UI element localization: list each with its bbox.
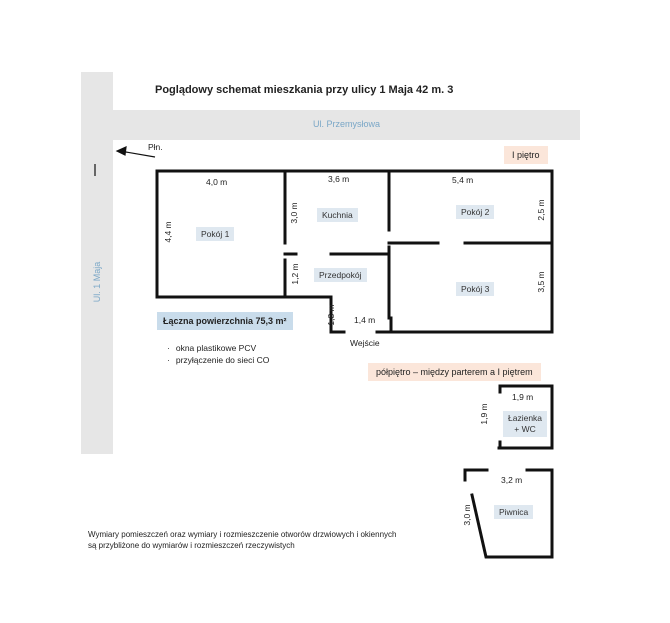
room-lazienka bbox=[503, 411, 547, 437]
room-lazienka-line2: + WC bbox=[514, 424, 536, 434]
street-przemyslowa-label: Ul. Przemysłowa bbox=[312, 119, 380, 129]
feature-item: · przyłączenie do sieci CO bbox=[167, 354, 269, 366]
north-label: Płn. bbox=[148, 142, 163, 152]
dim-entry-width: 1,4 m bbox=[354, 315, 376, 325]
room-przedpokoj: Przedpokój bbox=[314, 268, 367, 282]
wall-piwnica bbox=[465, 470, 487, 480]
page-title: Poglądowy schemat mieszkania przy ulicy 1 Maja 42 m. 3 bbox=[155, 84, 454, 96]
room-pokoj-1: Pokój 1 bbox=[196, 227, 234, 241]
dim-lazienka-height: 1,9 m bbox=[479, 403, 489, 425]
tag-mezzanine: półpiętro – między parterem a I piętrem bbox=[368, 363, 541, 381]
disclaimer-line-1: Wymiary pomieszczeń oraz wymiary i rozmieszczenie otworów drzwiowych i okiennych bbox=[88, 530, 397, 539]
wall-outer-main bbox=[157, 171, 552, 332]
total-area-badge: Łączna powierzchnia 75,3 m² bbox=[157, 312, 293, 330]
room-pokoj-2: Pokój 2 bbox=[456, 205, 494, 219]
entrance-label: Wejście bbox=[350, 338, 380, 348]
tag-first-floor: I piętro bbox=[504, 146, 548, 164]
dim-kuchnia-height: 3,0 m bbox=[289, 202, 299, 224]
disclaimer-line-2: są przybliżone do wymiarów i rozmieszczeń rzeczywistych bbox=[88, 541, 295, 550]
dim-pokoj1-width: 4,0 m bbox=[206, 177, 228, 187]
north-arrow-head bbox=[117, 147, 126, 155]
feature-item: · okna plastikowe PCV bbox=[167, 342, 269, 354]
dim-lazienka-width: 1,9 m bbox=[512, 392, 534, 402]
room-piwnica: Piwnica bbox=[494, 505, 533, 519]
dim-entry-height: 1,8 m bbox=[326, 304, 336, 326]
dim-pokoj2-width: 5,4 m bbox=[452, 175, 474, 185]
dim-piwnica-width: 3,2 m bbox=[501, 475, 523, 485]
features-list bbox=[167, 342, 269, 366]
dim-pokoj3-height: 3,5 m bbox=[536, 271, 546, 293]
room-lazienka-line1: Łazienka bbox=[508, 413, 543, 423]
dim-kuchnia-width: 3,6 m bbox=[328, 174, 350, 184]
room-kuchnia: Kuchnia bbox=[317, 208, 358, 222]
dim-przedpokoj-height: 1,2 m bbox=[290, 263, 300, 285]
dim-piwnica-height: 3,0 m bbox=[462, 504, 472, 526]
dim-pokoj1-height: 4,4 m bbox=[163, 221, 173, 243]
disclaimer-note bbox=[88, 529, 458, 551]
room-pokoj-3: Pokój 3 bbox=[456, 282, 494, 296]
street-1-maja-label: Ul. 1 Maja bbox=[92, 261, 102, 303]
dim-pokoj2-height: 2,5 m bbox=[536, 199, 546, 221]
